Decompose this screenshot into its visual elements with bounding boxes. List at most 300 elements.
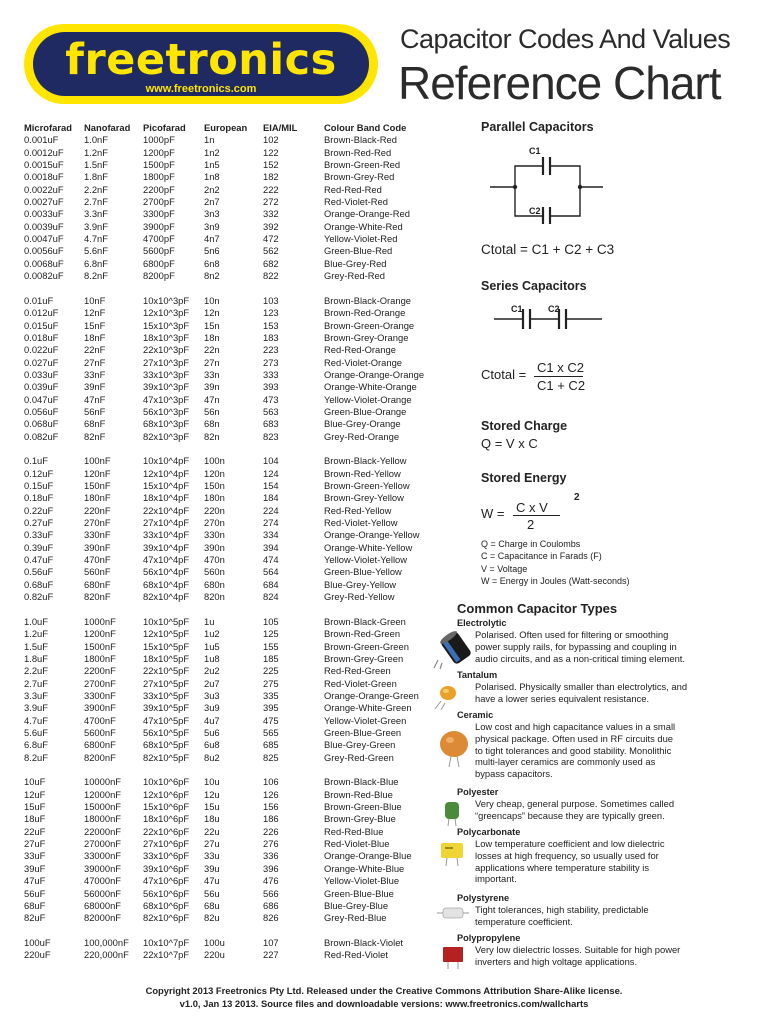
stored-energy-numerator: C x V [516,500,548,515]
cell-european: 6n8 [204,257,220,269]
parallel-formula: Ctotal = C1 + C2 + C3 [481,242,615,257]
cell-colour-band: Red-Red-Blue [324,825,384,837]
type-tantalum [457,669,747,705]
cell-nanofarad: 100,000nF [84,936,129,948]
desc-line: losses at high frequency, so usually used for [475,849,659,861]
cell-eia-mil: 394 [263,541,279,553]
cell-colour-band: Brown-Red-Orange [324,307,406,319]
cell-colour-band: Brown-Black-Yellow [324,455,407,467]
cell-eia-mil: 826 [263,912,279,924]
cell-nanofarad: 1000nF [84,615,116,627]
desc-line: audio circuits, and as a non-critical timing element. [475,652,685,664]
cell-nanofarad: 82nF [84,430,106,442]
cell-nanofarad: 33nF [84,368,106,380]
cell-microfarad: 0.056uF [24,405,59,417]
series-formula-numerator: C1 x C2 [537,360,584,375]
type-desc [475,721,747,780]
cell-eia-mil: 475 [263,714,279,726]
cell-picofarad: 12x10^5pF [143,628,190,640]
desc-line: Very cheap, general purpose. Sometimes called [475,798,675,809]
cell-microfarad: 39uF [24,862,46,874]
cell-colour-band: Orange-Orange-Blue [324,850,412,862]
cell-picofarad: 1200pF [143,146,175,158]
parallel-capacitors-diagram [490,142,605,224]
cell-microfarad: 0.0018uF [24,171,64,183]
cell-microfarad: 4.7uF [24,714,48,726]
series-capacitors-diagram [494,300,606,336]
legend-item: W = Energy in Joules (Watt-seconds) [481,575,630,586]
cell-colour-band: Red-Violet-Red [324,196,388,208]
cell-colour-band: Orange-White-Green [324,702,412,714]
cell-colour-band: Blue-Grey-Orange [324,418,401,430]
parallel-node-right [578,185,582,189]
cell-picofarad: 3900pF [143,220,175,232]
cell-colour-band: Brown-Grey-Blue [324,813,396,825]
cell-eia-mil: 335 [263,689,279,701]
cell-nanofarad: 220nF [84,504,111,516]
cell-eia-mil: 476 [263,875,279,887]
cell-european: 4u7 [204,714,220,726]
cell-microfarad: 0.0082uF [24,270,64,282]
footer-copyright: Copyright 2013 Freetronics Pty Ltd. Released under the Creative Commons Attribution Share-Alike license. [145,985,623,996]
cell-microfarad: 0.15uF [24,480,54,492]
cell-eia-mil: 275 [263,677,279,689]
cell-colour-band: Orange-Orange-Red [324,208,410,220]
cell-picofarad: 22x10^3pF [143,344,190,356]
cell-european: 39u [204,862,220,874]
cell-eia-mil: 392 [263,220,279,232]
desc-line: temperature coefficient. [475,915,573,927]
cell-nanofarad: 680nF [84,578,111,590]
stored-energy-denominator: 2 [527,517,535,532]
cell-microfarad: 0.01uF [24,294,54,306]
cell-nanofarad: 1500nF [84,640,116,652]
cell-eia-mil: 103 [263,294,279,306]
cell-microfarad: 82uF [24,912,46,924]
cell-eia-mil: 472 [263,233,279,245]
parallel-node-left [513,185,517,189]
cell-eia-mil: 474 [263,554,279,566]
cell-eia-mil: 102 [263,134,279,146]
cell-nanofarad: 1.8nF [84,171,108,183]
cell-european: 100u [204,936,225,948]
cell-microfarad: 0.0068uF [24,257,64,269]
cell-european: 820n [204,591,225,603]
cell-eia-mil: 824 [263,591,279,603]
cell-picofarad: 15x10^5pF [143,640,190,652]
cell-european: 2n7 [204,196,220,208]
cell-colour-band: Blue-Grey-Blue [324,899,389,911]
parallel-capacitors-heading: Parallel Capacitors [481,120,594,134]
cell-nanofarad: 270nF [84,517,111,529]
cell-colour-band: Brown-Grey-Green [324,652,404,664]
cell-european: 120n [204,467,225,479]
cell-european: 2u7 [204,677,220,689]
legend-item: C = Capacitance in Farads (F) [481,551,602,562]
cell-colour-band: Brown-Green-Orange [324,319,415,331]
cell-picofarad: 12x10^4pF [143,467,190,479]
cell-eia-mil: 104 [263,455,279,467]
series-c2-label: C2 [548,304,560,314]
cell-microfarad: 0.015uF [24,319,59,331]
cell-nanofarad: 47000nF [84,875,122,887]
desc-line: to tight tolerances and good stability. Monolithic [475,744,672,756]
cell-european: 6u8 [204,739,220,751]
cell-nanofarad: 6.8nF [84,257,108,269]
desc-line: Polarised. Often used for filtering or smoothing [475,629,669,640]
cell-colour-band: Brown-Grey-Yellow [324,492,404,504]
type-name: Ceramic [457,710,494,720]
cell-eia-mil: 123 [263,307,279,319]
type-desc [475,904,747,928]
page-title: Reference Chart [398,57,721,109]
stored-energy-exponent: 2 [574,492,580,503]
cell-microfarad: 0.047uF [24,393,59,405]
col-header-european: European [204,122,248,133]
cell-eia-mil: 125 [263,628,279,640]
cell-colour-band: Red-Red-Violet [324,949,388,961]
cell-eia-mil: 122 [263,146,279,158]
footer-version: v1.0, Jan 13 2013. Source files and downloadable versions: www.freetronics.com/wallcharts [179,997,589,1009]
cell-microfarad: 0.27uF [24,517,54,529]
cell-colour-band: Orange-White-Blue [324,862,405,874]
cell-colour-band: Red-Violet-Yellow [324,517,398,529]
cell-eia-mil: 184 [263,492,279,504]
cell-nanofarad: 39nF [84,381,106,393]
cell-european: 1u2 [204,628,220,640]
cell-eia-mil: 106 [263,776,279,788]
cell-eia-mil: 473 [263,393,279,405]
cell-nanofarad: 10nF [84,294,106,306]
cell-picofarad: 4700pF [143,233,175,245]
cell-nanofarad: 33000nF [84,850,122,862]
type-name: Polypropylene [457,933,521,943]
cell-picofarad: 1500pF [143,159,175,171]
cell-european: 47n [204,393,220,405]
cell-colour-band: Red-Red-Red [324,183,382,195]
cell-microfarad: 56uF [24,887,46,899]
desc-line: inverters and high voltage applications. [475,955,638,967]
cell-picofarad: 39x10^5pF [143,702,190,714]
desc-line: Very low dielectric losses. Suitable for high power [475,944,681,955]
logo-badge [33,32,369,96]
col-header-nanofarad: Nanofarad [84,122,131,133]
cell-eia-mil: 107 [263,936,279,948]
cell-microfarad: 220uF [24,949,51,961]
cell-picofarad: 12x10^6pF [143,788,190,800]
cell-european: 2n2 [204,183,220,195]
cell-european: 1u [204,615,215,627]
cell-nanofarad: 27nF [84,356,106,368]
cell-eia-mil: 186 [263,813,279,825]
series-c1-label: C1 [511,304,523,314]
stored-energy-lhs: W = [481,506,505,521]
cell-nanofarad: 15000nF [84,801,122,813]
cell-european: 10n [204,294,220,306]
cell-microfarad: 0.0027uF [24,196,64,208]
cell-microfarad: 22uF [24,825,46,837]
cell-colour-band: Green-Blue-Green [324,726,402,738]
stored-charge-heading: Stored Charge [481,419,568,433]
cell-european: 68n [204,418,220,430]
cell-eia-mil: 182 [263,171,279,183]
cell-colour-band: Brown-Black-Blue [324,776,399,788]
cell-european: 15u [204,801,220,813]
cell-european: 1n2 [204,146,220,158]
cell-eia-mil: 332 [263,208,279,220]
cell-picofarad: 33x10^5pF [143,689,190,701]
cell-eia-mil: 686 [263,899,279,911]
cell-picofarad: 47x10^6pF [143,875,190,887]
col-header-eia-mil: EIA/MIL [263,122,298,133]
stored-energy-heading: Stored Energy [481,471,567,485]
cell-eia-mil: 682 [263,257,279,269]
cell-eia-mil: 223 [263,344,279,356]
cell-nanofarad: 22nF [84,344,106,356]
cell-nanofarad: 220,000nF [84,949,129,961]
cell-nanofarad: 2700nF [84,677,116,689]
cell-colour-band: Brown-Red-Red [324,146,392,158]
cell-picofarad: 22x10^4pF [143,504,190,516]
cell-european: 5u6 [204,726,220,738]
cell-colour-band: Grey-Red-Yellow [324,591,395,603]
cell-picofarad: 18x10^5pF [143,652,190,664]
cell-picofarad: 33x10^4pF [143,529,190,541]
cell-european: 220u [204,949,225,961]
cell-picofarad: 27x10^6pF [143,838,190,850]
cell-picofarad: 2200pF [143,183,175,195]
polystyrene-capacitor-icon [437,904,469,922]
cell-nanofarad: 4700nF [84,714,116,726]
cell-picofarad: 82x10^6pF [143,912,190,924]
cell-european: 27u [204,838,220,850]
cell-microfarad: 3.9uF [24,702,48,714]
cell-nanofarad: 18nF [84,331,106,343]
cell-nanofarad: 2200nF [84,665,116,677]
cell-european: 68u [204,899,220,911]
cell-nanofarad: 820nF [84,591,111,603]
cell-microfarad: 0.0033uF [24,208,64,220]
cell-eia-mil: 393 [263,381,279,393]
cell-nanofarad: 120nF [84,467,111,479]
cell-european: 47u [204,875,220,887]
cell-microfarad: 8.2uF [24,751,48,763]
cell-nanofarad: 18000nF [84,813,122,825]
cell-microfarad: 6.8uF [24,739,48,751]
cell-eia-mil: 225 [263,665,279,677]
cell-nanofarad: 27000nF [84,838,122,850]
cell-european: 4n7 [204,233,220,245]
cell-eia-mil: 823 [263,430,279,442]
freetronics-logo [24,24,378,104]
type-name: Electrolytic [457,618,507,628]
type-name: Polystyrene [457,893,510,903]
cell-colour-band: Brown-Green-Green [324,640,409,652]
cell-nanofarad: 560nF [84,566,111,578]
cell-microfarad: 0.012uF [24,307,59,319]
type-polycarbonate [457,826,747,885]
cell-european: 3u9 [204,702,220,714]
cell-microfarad: 0.068uF [24,418,59,430]
cell-european: 27n [204,356,220,368]
cell-european: 8u2 [204,751,220,763]
cell-eia-mil: 566 [263,887,279,899]
cell-nanofarad: 1.0nF [84,134,108,146]
cell-european: 82n [204,430,220,442]
cell-nanofarad: 68000nF [84,899,122,911]
cell-nanofarad: 3300nF [84,689,116,701]
series-fraction-line [534,376,583,377]
cell-nanofarad: 3900nF [84,702,116,714]
cell-picofarad: 18x10^6pF [143,813,190,825]
cell-picofarad: 56x10^4pF [143,566,190,578]
cell-nanofarad: 22000nF [84,825,122,837]
cell-microfarad: 15uF [24,801,46,813]
polypropylene-capacitor-icon [440,945,466,969]
desc-line: multi-layer ceramics are commonly used as [475,756,656,768]
type-desc [475,944,747,968]
cell-eia-mil: 336 [263,850,279,862]
cell-picofarad: 27x10^5pF [143,677,190,689]
cell-colour-band: Brown-Red-Blue [324,788,393,800]
cell-european: 1u8 [204,652,220,664]
cell-eia-mil: 825 [263,751,279,763]
cell-european: 220n [204,504,225,516]
cell-microfarad: 0.0056uF [24,245,64,257]
desc-line: Low cost and high capacitance values in a small [475,721,676,732]
cell-colour-band: Blue-Grey-Green [324,739,396,751]
cell-nanofarad: 4.7nF [84,233,108,245]
cell-picofarad: 22x10^5pF [143,665,190,677]
cell-microfarad: 0.0012uF [24,146,64,158]
cell-picofarad: 10x10^3pF [143,294,190,306]
cell-picofarad: 1000pF [143,134,175,146]
cell-nanofarad: 5600nF [84,726,116,738]
cell-picofarad: 47x10^4pF [143,554,190,566]
cell-eia-mil: 224 [263,504,279,516]
cell-european: 18n [204,331,220,343]
cell-european: 33u [204,850,220,862]
cell-microfarad: 0.33uF [24,529,54,541]
cell-picofarad: 22x10^6pF [143,825,190,837]
cell-picofarad: 6800pF [143,257,175,269]
cell-european: 12n [204,307,220,319]
polycarbonate-capacitor-icon [437,840,467,866]
cell-eia-mil: 273 [263,356,279,368]
cell-eia-mil: 226 [263,825,279,837]
cell-nanofarad: 68nF [84,418,106,430]
cell-european: 180n [204,492,225,504]
cell-picofarad: 10x10^7pF [143,936,190,948]
cell-picofarad: 68x10^3pF [143,418,190,430]
cell-european: 3n9 [204,220,220,232]
cell-microfarad: 12uF [24,788,46,800]
cell-microfarad: 18uF [24,813,46,825]
cell-european: 680n [204,578,225,590]
cell-picofarad: 10x10^5pF [143,615,190,627]
cell-nanofarad: 5.6nF [84,245,108,257]
cell-picofarad: 33x10^6pF [143,850,190,862]
cell-microfarad: 0.082uF [24,430,59,442]
cell-nanofarad: 39000nF [84,862,122,874]
cell-nanofarad: 2.7nF [84,196,108,208]
cell-nanofarad: 56000nF [84,887,122,899]
cell-microfarad: 0.39uF [24,541,54,553]
cell-colour-band: Red-Violet-Blue [324,838,390,850]
cell-picofarad: 10x10^6pF [143,776,190,788]
cell-colour-band: Brown-Green-Red [324,159,401,171]
cell-european: 1n5 [204,159,220,171]
cell-european: 1u5 [204,640,220,652]
type-polystyrene [457,892,747,928]
cell-eia-mil: 334 [263,529,279,541]
cell-picofarad: 47x10^5pF [143,714,190,726]
desc-line: Low temperature coefficient and low dielectric [475,838,665,849]
cell-nanofarad: 330nF [84,529,111,541]
parallel-c2-label: C2 [529,206,541,216]
cell-nanofarad: 470nF [84,554,111,566]
series-capacitors-heading: Series Capacitors [481,279,587,293]
cell-european: 2u2 [204,665,220,677]
ceramic-capacitor-icon [437,730,471,768]
cell-nanofarad: 180nF [84,492,111,504]
cell-colour-band: Red-Violet-Orange [324,356,402,368]
cell-microfarad: 33uF [24,850,46,862]
cell-eia-mil: 333 [263,368,279,380]
desc-line: have a lower series equivalent resistance. [475,692,650,704]
cell-microfarad: 3.3uF [24,689,48,701]
cell-microfarad: 1.8uF [24,652,48,664]
cell-european: 39n [204,381,220,393]
cell-picofarad: 47x10^3pF [143,393,190,405]
cell-colour-band: Red-Red-Green [324,665,391,677]
desc-line: bypass capacitors. [475,768,553,780]
cell-microfarad: 2.2uF [24,665,48,677]
cell-microfarad: 0.022uF [24,344,59,356]
cell-picofarad: 68x10^5pF [143,739,190,751]
cell-picofarad: 27x10^3pF [143,356,190,368]
cell-colour-band: Blue-Grey-Yellow [324,578,397,590]
type-ceramic [457,709,747,780]
cell-microfarad: 10uF [24,776,46,788]
cell-eia-mil: 222 [263,183,279,195]
cell-microfarad: 0.68uF [24,578,54,590]
cell-microfarad: 0.0022uF [24,183,64,195]
cell-eia-mil: 126 [263,788,279,800]
cell-eia-mil: 683 [263,418,279,430]
cell-nanofarad: 10000nF [84,776,122,788]
cell-colour-band: Yellow-Violet-Orange [324,393,412,405]
cell-nanofarad: 3.3nF [84,208,108,220]
page-subtitle: Capacitor Codes And Values [400,24,731,54]
cell-eia-mil: 395 [263,702,279,714]
cell-picofarad: 1800pF [143,171,175,183]
type-polypropylene [457,932,747,968]
cell-colour-band: Yellow-Violet-Green [324,714,407,726]
cell-eia-mil: 685 [263,739,279,751]
cell-colour-band: Yellow-Violet-Yellow [324,554,408,566]
cell-microfarad: 2.7uF [24,677,48,689]
cell-colour-band: Grey-Red-Orange [324,430,400,442]
cell-picofarad: 82x10^4pF [143,591,190,603]
type-name: Polycarbonate [457,827,521,837]
cell-nanofarad: 47nF [84,393,106,405]
parallel-c1-label: C1 [529,146,541,156]
cell-colour-band: Brown-Grey-Red [324,171,395,183]
desc-line: Polarised. Physically smaller than electrolytics, and [475,681,688,692]
footer [0,985,768,1010]
cell-picofarad: 39x10^6pF [143,862,190,874]
